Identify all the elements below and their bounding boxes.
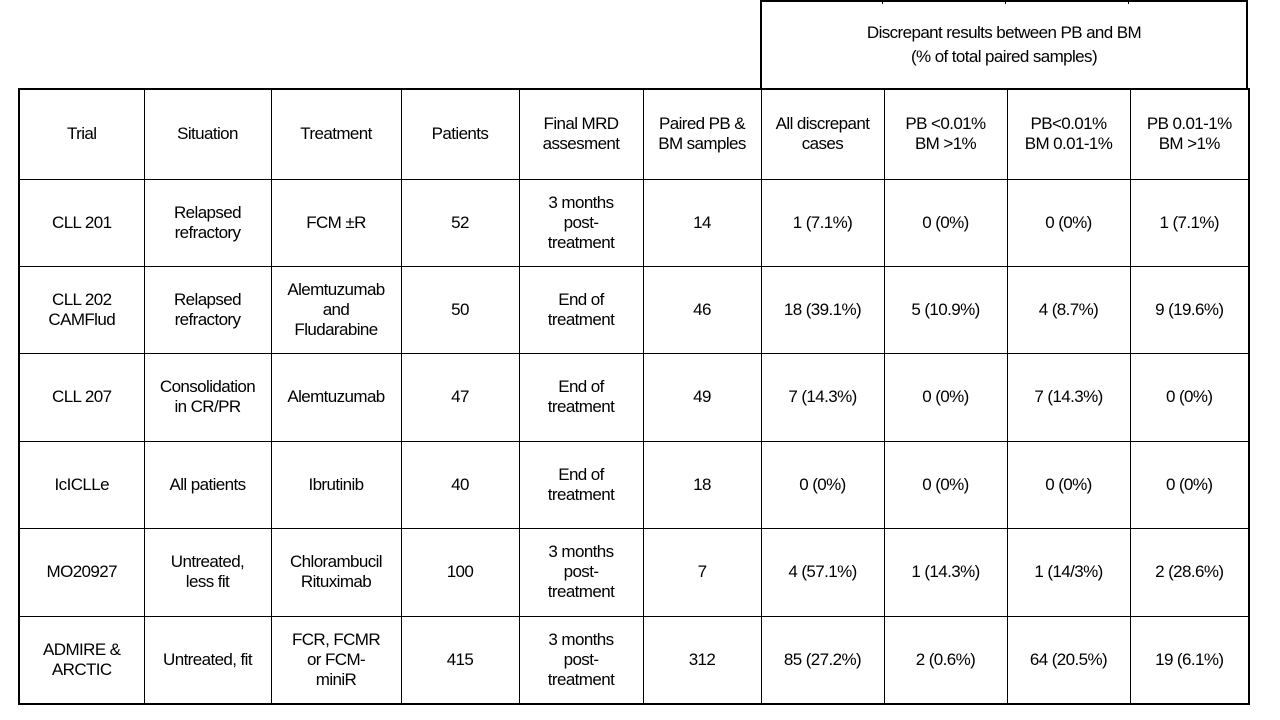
cell-pb-mid-bm-high: 19 (6.1%) bbox=[1130, 616, 1249, 704]
cell-treatment: Chlorambucil Rituximab bbox=[271, 528, 401, 616]
cell-final-mrd: End of treatment bbox=[519, 266, 643, 353]
column-header-trial: Trial bbox=[19, 89, 144, 179]
table-row bbox=[19, 266, 1249, 353]
group-header-line1: Discrepant results between PB and BM bbox=[866, 23, 1142, 42]
column-header-patients: Patients bbox=[401, 89, 519, 179]
column-header-situation: Situation bbox=[144, 89, 271, 179]
group-header-line2: (% of total paired samples) bbox=[911, 47, 1097, 66]
cell-situation: Relapsed refractory bbox=[144, 266, 271, 353]
cell-pb-low-bm-high: 0 (0%) bbox=[884, 441, 1007, 528]
table-row bbox=[19, 353, 1249, 441]
cell-pb-low-bm-mid: 0 (0%) bbox=[1007, 179, 1130, 266]
cell-patients: 47 bbox=[401, 353, 519, 441]
cell-pb-mid-bm-high: 1 (7.1%) bbox=[1130, 179, 1249, 266]
cell-paired-samples: 312 bbox=[643, 616, 761, 704]
column-header-paired-samples: Paired PB & BM samples bbox=[643, 89, 761, 179]
cell-all-discrepant: 1 (7.1%) bbox=[761, 179, 884, 266]
column-header-final-mrd: Final MRD assesment bbox=[519, 89, 643, 179]
cell-pb-mid-bm-high: 0 (0%) bbox=[1130, 441, 1249, 528]
cell-paired-samples: 7 bbox=[643, 528, 761, 616]
mrd-results-table bbox=[18, 88, 1250, 705]
cell-final-mrd: 3 months post- treatment bbox=[519, 616, 643, 704]
cell-paired-samples: 46 bbox=[643, 266, 761, 353]
cell-pb-mid-bm-high: 9 (19.6%) bbox=[1130, 266, 1249, 353]
header-row bbox=[19, 89, 1249, 179]
cell-final-mrd: End of treatment bbox=[519, 441, 643, 528]
discrepant-results-group-header bbox=[760, 0, 1248, 88]
cell-patients: 100 bbox=[401, 528, 519, 616]
cell-pb-low-bm-mid: 1 (14/3%) bbox=[1007, 528, 1130, 616]
cell-trial: MO20927 bbox=[19, 528, 144, 616]
cell-trial: IcICLLe bbox=[19, 441, 144, 528]
column-header-pb-low-bm-mid: PB<0.01% BM 0.01-1% bbox=[1007, 89, 1130, 179]
column-header-pb-mid-bm-high: PB 0.01-1% BM >1% bbox=[1130, 89, 1249, 179]
cell-paired-samples: 18 bbox=[643, 441, 761, 528]
cell-treatment: Alemtuzumab and Fludarabine bbox=[271, 266, 401, 353]
cell-patients: 52 bbox=[401, 179, 519, 266]
cell-pb-low-bm-high: 2 (0.6%) bbox=[884, 616, 1007, 704]
cell-patients: 40 bbox=[401, 441, 519, 528]
cell-patients: 50 bbox=[401, 266, 519, 353]
header-divider-tick bbox=[1128, 0, 1129, 4]
cell-patients: 415 bbox=[401, 616, 519, 704]
cell-final-mrd: 3 months post- treatment bbox=[519, 179, 643, 266]
cell-pb-mid-bm-high: 2 (28.6%) bbox=[1130, 528, 1249, 616]
cell-all-discrepant: 0 (0%) bbox=[761, 441, 884, 528]
cell-pb-low-bm-mid: 0 (0%) bbox=[1007, 441, 1130, 528]
header-divider-tick bbox=[1005, 0, 1006, 4]
cell-pb-low-bm-mid: 7 (14.3%) bbox=[1007, 353, 1130, 441]
cell-trial: ADMIRE & ARCTIC bbox=[19, 616, 144, 704]
table-row bbox=[19, 528, 1249, 616]
cell-trial: CLL 207 bbox=[19, 353, 144, 441]
table-row bbox=[19, 179, 1249, 266]
cell-treatment: Ibrutinib bbox=[271, 441, 401, 528]
cell-situation: All patients bbox=[144, 441, 271, 528]
cell-final-mrd: 3 months post- treatment bbox=[519, 528, 643, 616]
cell-situation: Untreated, fit bbox=[144, 616, 271, 704]
cell-all-discrepant: 85 (27.2%) bbox=[761, 616, 884, 704]
cell-final-mrd: End of treatment bbox=[519, 353, 643, 441]
cell-paired-samples: 49 bbox=[643, 353, 761, 441]
column-header-all-discrepant: All discrepant cases bbox=[761, 89, 884, 179]
table-row bbox=[19, 616, 1249, 704]
cell-pb-mid-bm-high: 0 (0%) bbox=[1130, 353, 1249, 441]
cell-paired-samples: 14 bbox=[643, 179, 761, 266]
cell-all-discrepant: 18 (39.1%) bbox=[761, 266, 884, 353]
cell-pb-low-bm-high: 0 (0%) bbox=[884, 353, 1007, 441]
cell-treatment: FCR, FCMR or FCM- miniR bbox=[271, 616, 401, 704]
cell-pb-low-bm-high: 0 (0%) bbox=[884, 179, 1007, 266]
cell-treatment: Alemtuzumab bbox=[271, 353, 401, 441]
cell-situation: Relapsed refractory bbox=[144, 179, 271, 266]
column-header-pb-low-bm-high: PB <0.01% BM >1% bbox=[884, 89, 1007, 179]
cell-all-discrepant: 4 (57.1%) bbox=[761, 528, 884, 616]
cell-all-discrepant: 7 (14.3%) bbox=[761, 353, 884, 441]
cell-pb-low-bm-high: 5 (10.9%) bbox=[884, 266, 1007, 353]
cell-situation: Consolidation in CR/PR bbox=[144, 353, 271, 441]
cell-pb-low-bm-high: 1 (14.3%) bbox=[884, 528, 1007, 616]
cell-pb-low-bm-mid: 4 (8.7%) bbox=[1007, 266, 1130, 353]
cell-pb-low-bm-mid: 64 (20.5%) bbox=[1007, 616, 1130, 704]
column-header-treatment: Treatment bbox=[271, 89, 401, 179]
table-row bbox=[19, 441, 1249, 528]
cell-situation: Untreated, less fit bbox=[144, 528, 271, 616]
cell-treatment: FCM ±R bbox=[271, 179, 401, 266]
cell-trial: CLL 201 bbox=[19, 179, 144, 266]
header-divider-tick bbox=[882, 0, 883, 4]
cell-trial: CLL 202 CAMFlud bbox=[19, 266, 144, 353]
